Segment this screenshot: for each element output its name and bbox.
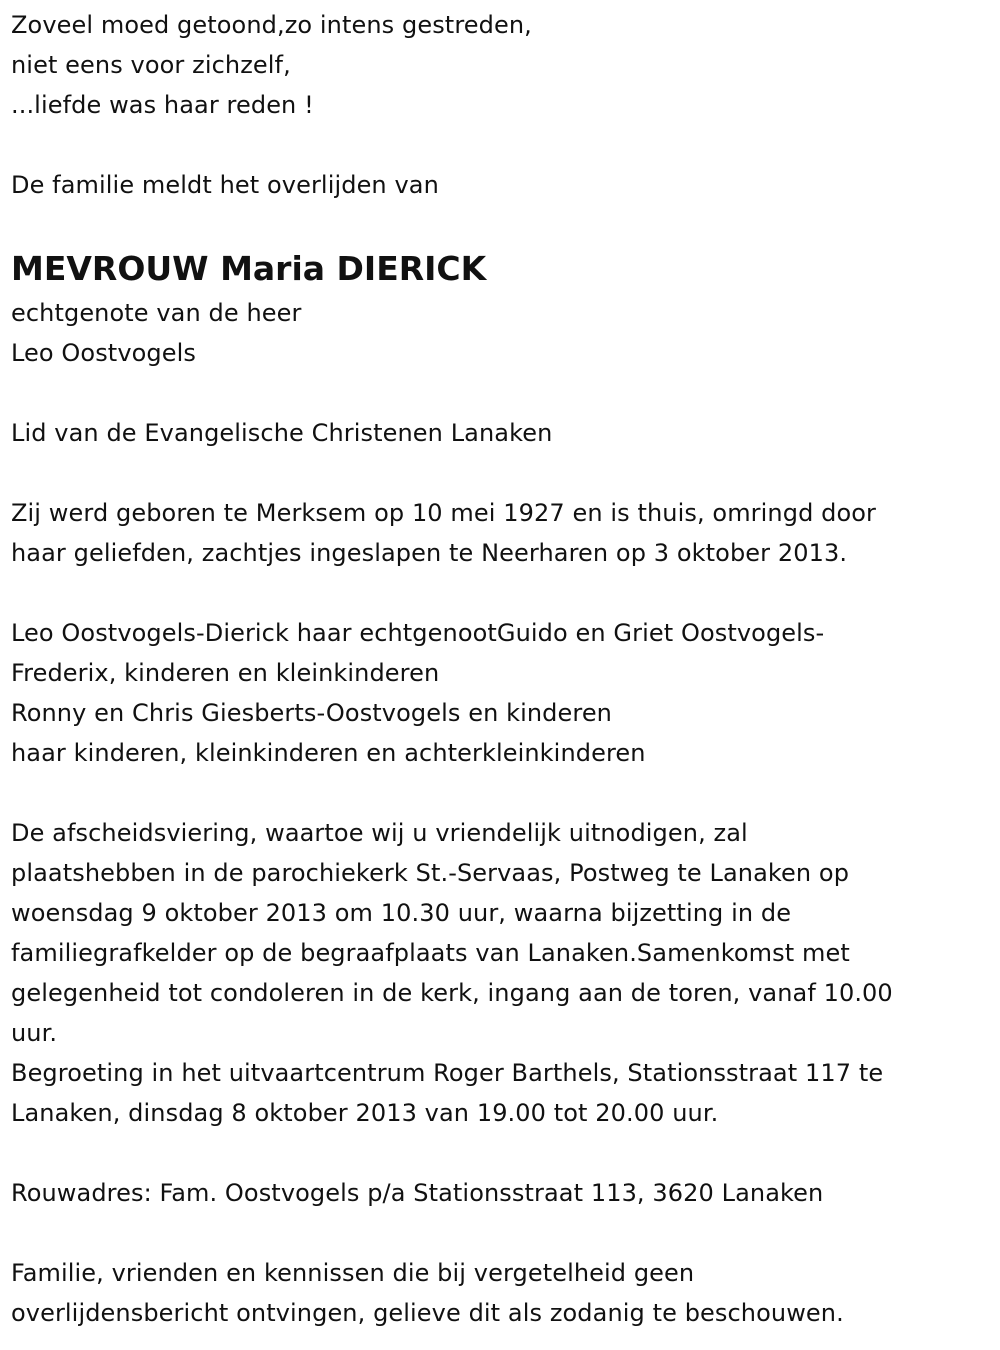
deceased-name: MEVROUW Maria DIERICK bbox=[11, 249, 487, 288]
poem-line: Zoveel moed getoond,zo intens gestreden, bbox=[11, 11, 532, 39]
ceremony-line: woensdag 9 oktober 2013 om 10.30 uur, waarna bijzetting in de bbox=[11, 899, 792, 927]
announcement: De familie meldt het overlijden van bbox=[11, 171, 439, 199]
ceremony-line: familiegrafkelder op de begraafplaats van Lanaken.Samenkomst met bbox=[11, 939, 850, 967]
spouse-line: Leo Oostvogels bbox=[11, 339, 196, 367]
ceremony-line: plaatshebben in de parochiekerk St.-Servaas, Postweg te Lanaken op bbox=[11, 859, 850, 887]
closing-line: overlijdensbericht ontvingen, gelieve dit als zodanig te beschouwen. bbox=[11, 1299, 844, 1327]
ceremony-line: gelegenheid tot condoleren in de kerk, ingang aan de toren, vanaf 10.00 bbox=[11, 979, 893, 1007]
ceremony-line: De afscheidsviering, waartoe wij u vriendelijk uitnodigen, zal bbox=[11, 819, 748, 847]
obituary-document bbox=[11, 5, 893, 1333]
membership: Lid van de Evangelische Christenen Lanaken bbox=[11, 419, 553, 447]
ceremony-line: Begroeting in het uitvaartcentrum Roger Barthels, Stationsstraat 117 te bbox=[11, 1059, 884, 1087]
birth-death-line: haar geliefden, zachtjes ingeslapen te Neerharen op 3 oktober 2013. bbox=[11, 539, 848, 567]
poem-line: niet eens voor zichzelf, bbox=[11, 51, 291, 79]
poem-line: ...liefde was haar reden ! bbox=[11, 91, 314, 119]
family-line: Frederix, kinderen en kleinkinderen bbox=[11, 659, 440, 687]
mourning-address: Rouwadres: Fam. Oostvogels p/a Stationsstraat 113, 3620 Lanaken bbox=[11, 1179, 824, 1207]
family-line: Ronny en Chris Giesberts-Oostvogels en kinderen bbox=[11, 699, 612, 727]
family-line: Leo Oostvogels-Dierick haar echtgenootGuido en Griet Oostvogels- bbox=[11, 619, 825, 647]
spouse-line: echtgenote van de heer bbox=[11, 299, 302, 327]
birth-death-line: Zij werd geboren te Merksem op 10 mei 1927 en is thuis, omringd door bbox=[11, 499, 876, 527]
ceremony-line: uur. bbox=[11, 1019, 58, 1047]
poem bbox=[11, 5, 893, 125]
ceremony-line: Lanaken, dinsdag 8 oktober 2013 van 19.00 tot 20.00 uur. bbox=[11, 1099, 719, 1127]
closing-line: Familie, vrienden en kennissen die bij vergetelheid geen bbox=[11, 1259, 695, 1287]
family-line: haar kinderen, kleinkinderen en achterkleinkinderen bbox=[11, 739, 646, 767]
